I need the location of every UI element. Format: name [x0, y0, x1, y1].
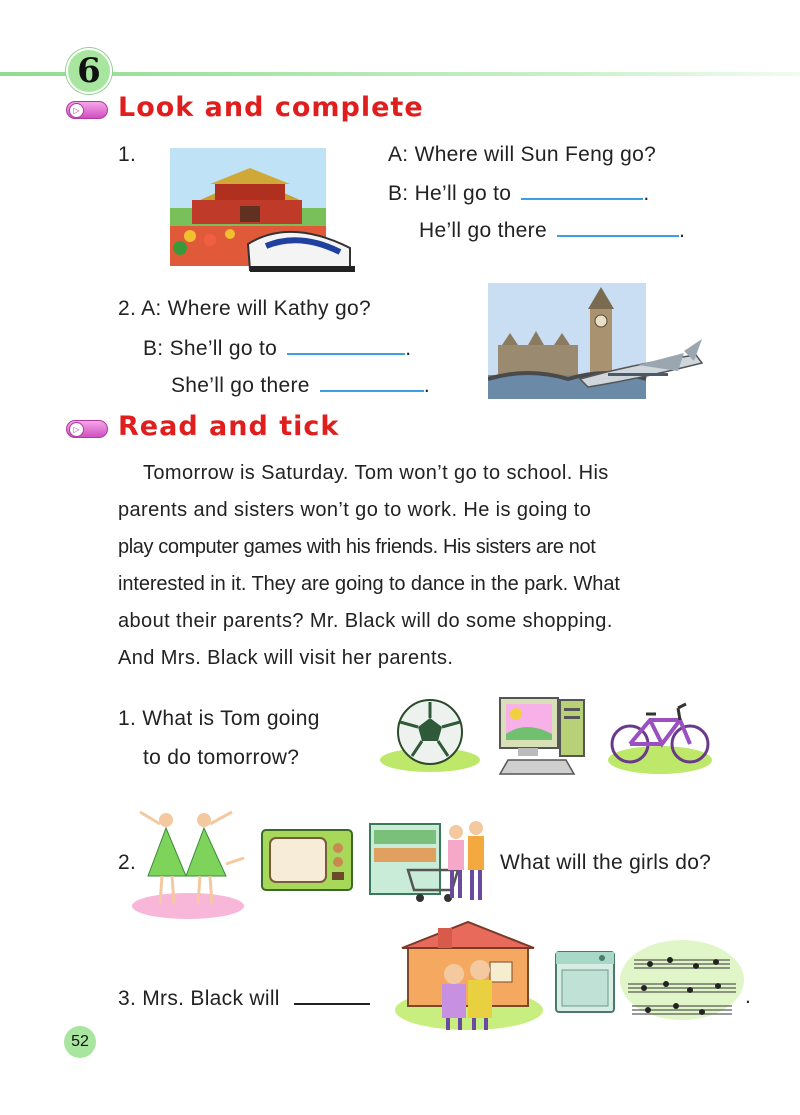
q2-answer-b [143, 335, 411, 361]
section-title-look-and-complete: Look and complete [118, 92, 424, 123]
q2-answer-b-line2 [171, 372, 430, 398]
section-title-read-and-tick: Read and tick [118, 411, 340, 442]
dancing-girls-option-icon[interactable] [132, 806, 250, 920]
unit-badge [66, 48, 112, 94]
q1-blank-transport[interactable] [557, 217, 679, 237]
q1-b-prefix: B: He’ll go to [388, 182, 512, 205]
page-number-badge [64, 1026, 96, 1058]
passage-line-6: And Mrs. Black will visit her parents. [118, 647, 454, 669]
section-marker-icon: ▷ [66, 420, 108, 438]
passage-line-5: about their parents? Mr. Black will do some shopping. [118, 610, 613, 632]
section-marker-icon: ▷ [66, 101, 108, 119]
q1-period-2: . [679, 219, 686, 242]
rt-q3-text [118, 985, 370, 1011]
q2-period-2: . [423, 374, 431, 397]
passage-line-1: Tomorrow is Saturday. Tom won’t go to school. His [143, 462, 609, 484]
rt-q3-blank[interactable] [294, 985, 370, 1005]
passage-line-4: interested in it. They are going to dance in the park. What [118, 573, 620, 595]
rt-q2-question: What will the girls do? [500, 851, 712, 874]
rt-q3-prefix: 3. Mrs. Black will [118, 987, 280, 1010]
bicycle-option-icon[interactable] [606, 698, 714, 776]
q2-question-a: 2. A: Where will Kathy go? [118, 297, 371, 320]
q2-b-prefix: B: She’ll go to [143, 337, 278, 360]
television-option-icon[interactable] [260, 828, 356, 894]
rt-q3-period: . [745, 985, 752, 1008]
q1-answer-b-line2 [419, 217, 685, 243]
q2-b-line2-text: She’ll go there [171, 374, 310, 397]
rt-q2-number: 2. [118, 851, 137, 874]
washing-machine-option-icon[interactable] [552, 948, 618, 1016]
header-rule [0, 72, 800, 76]
tiananmen-train-picture [170, 148, 360, 278]
page-number: 52 [71, 1033, 89, 1050]
football-option-icon[interactable] [380, 694, 486, 774]
q2-blank-destination[interactable] [287, 335, 405, 355]
big-ben-plane-picture [488, 283, 706, 403]
q1-question-a: A: Where will Sun Feng go? [388, 143, 657, 166]
q1-number: 1. [118, 143, 137, 166]
passage-line-2: parents and sisters won’t go to work. He is going to [118, 499, 592, 521]
computer-option-icon[interactable] [496, 694, 592, 780]
unit-number: 6 [77, 51, 101, 91]
q1-blank-destination[interactable] [521, 180, 643, 200]
rt-q1-line2: to do tomorrow? [143, 746, 300, 769]
grandparents-house-option-icon[interactable] [394, 918, 544, 1034]
q1-answer-b [388, 180, 650, 206]
passage-line-3: play computer games with his friends. His sisters are not [118, 536, 596, 558]
music-notes-option-icon[interactable] [620, 940, 744, 1024]
rt-q1-line1: 1. What is Tom going [118, 707, 320, 730]
q1-period-1: . [643, 182, 650, 205]
shopping-option-icon[interactable] [368, 814, 492, 906]
q2-blank-transport[interactable] [320, 372, 424, 392]
q1-b-line2-text: He’ll go there [419, 219, 547, 242]
q2-period-1: . [405, 337, 412, 360]
